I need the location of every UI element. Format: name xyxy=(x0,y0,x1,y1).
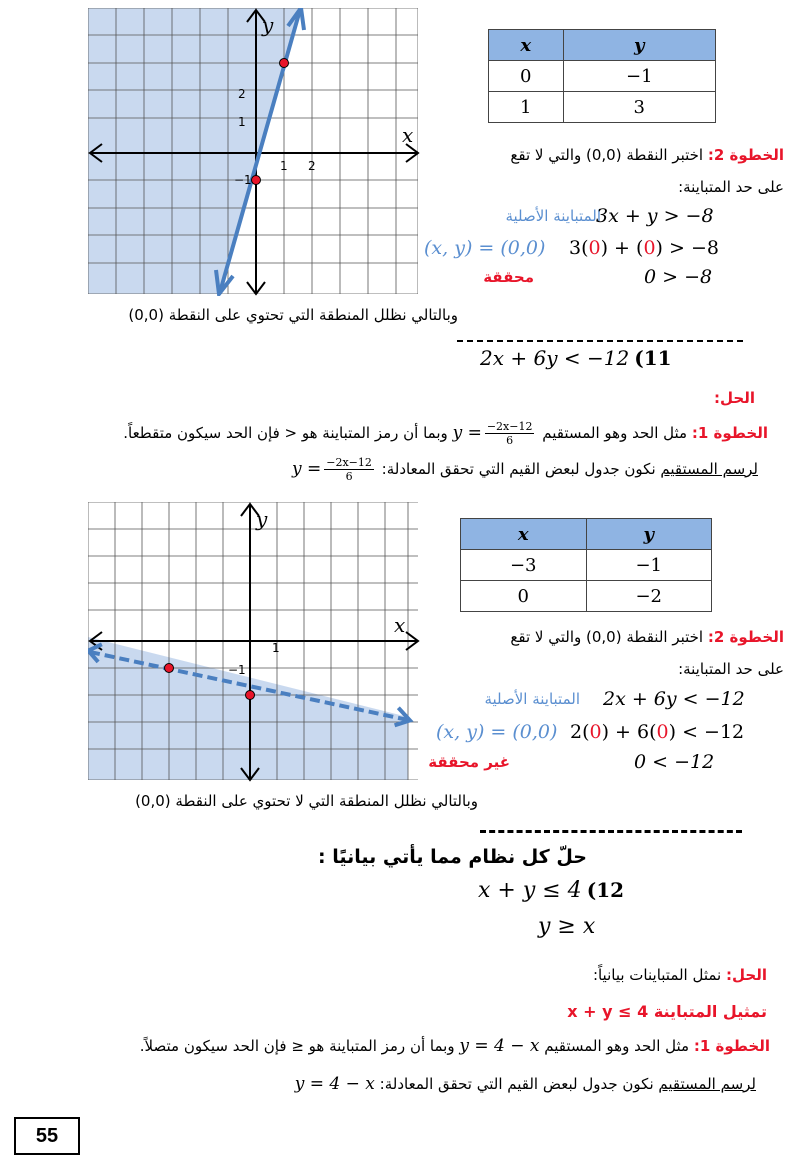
graph-2 xyxy=(88,502,420,782)
tick-label: 1 xyxy=(280,159,288,173)
step-text: اختبر النقطة (0,0) والتي لا تقع xyxy=(510,146,704,164)
table-cell: 1 xyxy=(489,92,564,123)
original-ineq-label: المتباينة الأصلية xyxy=(505,207,601,225)
result-ineq: 0 < −12 xyxy=(634,751,715,773)
step-title: الخطوة 2: xyxy=(707,628,784,646)
original-ineq: 3x + y > −8 xyxy=(596,205,714,227)
point-0-neg2 xyxy=(246,691,255,700)
substitution-label: (x, y) = (0,0) xyxy=(424,237,546,259)
original-ineq: 2x + 6y < −12 xyxy=(603,688,745,710)
verdict-true: محققة xyxy=(483,268,534,286)
step2-line1 xyxy=(510,146,784,164)
divider xyxy=(480,830,742,833)
table-intro-b: لرسم المستقيم نكون جدول لبعض القيم التي تحقق المعادلة: y = $\frac{-2x-12}{6}$ xyxy=(291,456,758,483)
table-header: y xyxy=(563,30,715,61)
solution-12: الحل: نمثل المتباينات بيانياً: xyxy=(592,966,767,984)
step-text: اختبر النقطة (0,0) والتي لا تقع xyxy=(510,628,704,646)
problem-12-ineq1: x + y ≤ 4 (12 xyxy=(478,878,625,903)
step-title: الخطوة 2: xyxy=(707,146,784,164)
point-neg3-neg1 xyxy=(165,664,174,673)
step2b-line2: على حد المتباينة: xyxy=(678,660,784,678)
table-header: x xyxy=(461,519,587,550)
tick-label: 1 xyxy=(238,115,246,129)
table-intro-c: لرسم المستقيم نكون جدول لبعض القيم التي تحقق المعادلة: y = 4 − x xyxy=(294,1074,756,1094)
y-axis-label: y xyxy=(262,13,274,37)
point-1-3 xyxy=(280,59,289,68)
problem-number: (11 xyxy=(634,346,672,370)
tick-label: 2 xyxy=(238,87,246,101)
conclusion-2: وبالتالي نظلل المنطقة التي لا تحتوي على النقطة (0,0) xyxy=(135,792,478,810)
table-cell: −1 xyxy=(563,61,715,92)
x-axis-label: x xyxy=(402,123,414,147)
step2b-line1 xyxy=(510,628,784,646)
table-cell: −3 xyxy=(461,550,587,581)
substitution-ineq: 2(0) + 6(0) < −12 xyxy=(570,721,745,743)
tick-label: −1 xyxy=(234,173,252,187)
verdict-false: غير محققة xyxy=(428,753,510,771)
step1-c: الخطوة 1: مثل الحد وهو المستقيم y = 4 − x وبما أن رمز المتباينة هو ≤ فإن الحد سيكون متصلاً. xyxy=(139,1036,770,1056)
step2-line2: على حد المتباينة: xyxy=(678,178,784,196)
table-cell: −1 xyxy=(586,550,712,581)
x-axis-label: x xyxy=(394,613,406,637)
step1-b: الخطوة 1: مثل الحد وهو المستقيم y = $\frac{-2x-12}{6}$ وبما أن رمز المتباينة هو < فإن الحد سيكون متقطعاً. xyxy=(123,420,768,447)
problem-expression: 2x + 6y < −12 xyxy=(480,346,630,370)
page-number: 55 xyxy=(14,1117,80,1155)
substitution-ineq: 3(0) + (0) > −8 xyxy=(569,237,719,259)
tick-label: −1 xyxy=(228,663,246,677)
table-cell: 3 xyxy=(563,92,715,123)
conclusion-1: وبالتالي نظلل المنطقة التي تحتوي على النقطة (0,0) xyxy=(128,306,458,324)
problem-11 xyxy=(480,346,672,370)
problem-12-heading: حلّ كل نظام مما يأتي بيانيًا : xyxy=(318,846,587,868)
values-table-1 xyxy=(488,29,716,123)
divider xyxy=(457,340,743,342)
solution-label: الحل: xyxy=(714,389,755,407)
table-cell: −2 xyxy=(586,581,712,612)
table-cell: 0 xyxy=(461,581,587,612)
step-title: الخطوة 1: xyxy=(691,424,768,442)
tick-label: 2 xyxy=(308,159,316,173)
shaded-region xyxy=(88,8,300,294)
represent-title: تمثيل المتباينة x + y ≤ 4 xyxy=(567,1002,767,1021)
problem-12-ineq2: y ≥ x xyxy=(538,914,596,939)
original-ineq-label: المتباينة الأصلية xyxy=(484,690,580,708)
table-cell: 0 xyxy=(489,61,564,92)
substitution-label: (x, y) = (0,0) xyxy=(436,721,558,743)
values-table-2 xyxy=(460,518,712,612)
tick-label: 1 xyxy=(272,641,280,655)
graph-1 xyxy=(88,8,420,296)
result-ineq: 0 > −8 xyxy=(644,266,713,288)
table-header: y xyxy=(586,519,712,550)
y-axis-label: y xyxy=(256,507,268,531)
point-0-neg1 xyxy=(252,176,261,185)
table-header: x xyxy=(489,30,564,61)
